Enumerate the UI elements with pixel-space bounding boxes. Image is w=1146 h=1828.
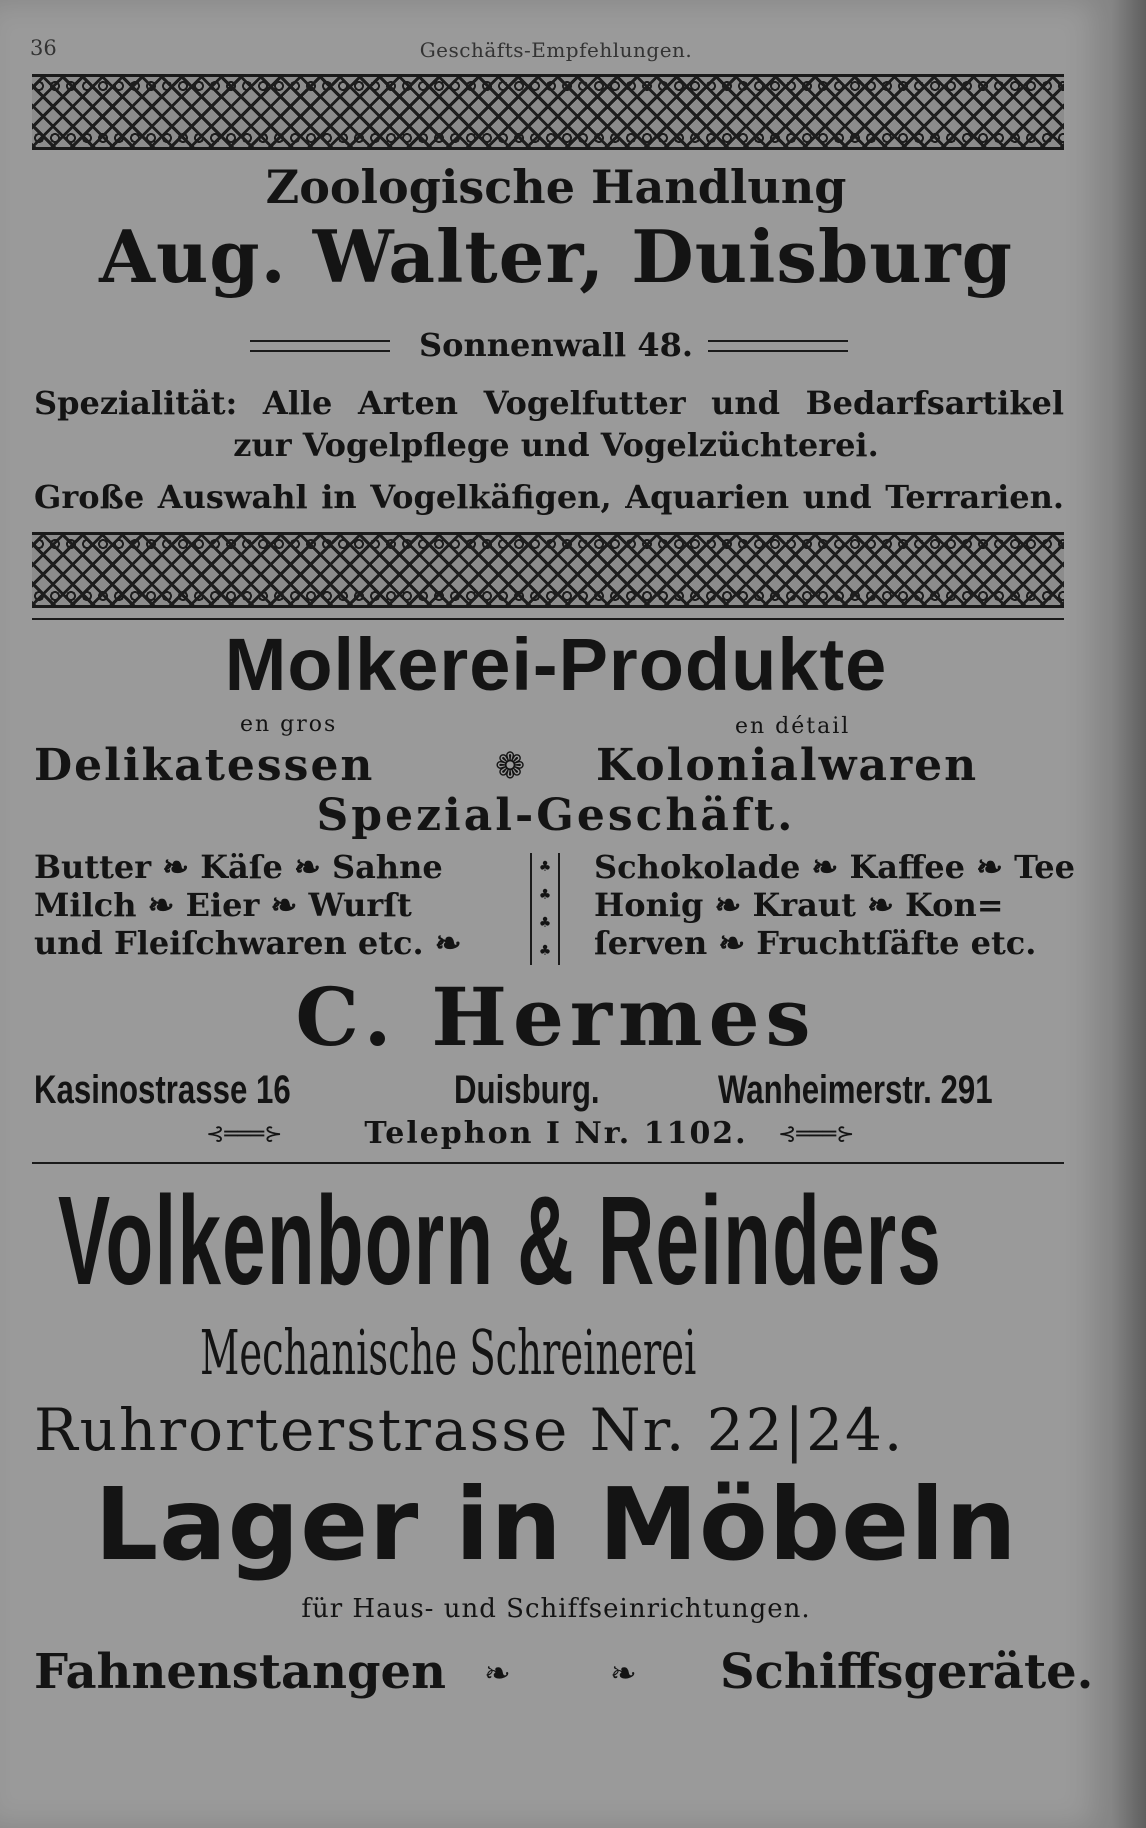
ad2-flower-ornament: ❁ bbox=[495, 746, 526, 787]
ad2-title: Molkerei-Produkte bbox=[224, 623, 888, 706]
ornamental-border-middle bbox=[32, 532, 1064, 608]
page-number: 36 bbox=[30, 36, 57, 60]
ad2-owner-name: C. Hermes bbox=[295, 970, 817, 1064]
ad2-products-right-line: Schokolade ❧ Kaffee ❧ Tee bbox=[594, 848, 1075, 886]
ornamental-border-top bbox=[32, 74, 1064, 150]
ad2-tel-ornament-right: ⊰═══⊱ bbox=[778, 1122, 855, 1147]
ad2-products-right-line: ſerven ❧ Fruchtſäfte etc. bbox=[594, 924, 1037, 962]
ad2-address-left: Kasinostrasse 16 bbox=[34, 1068, 291, 1112]
ad2-column-divider bbox=[530, 853, 560, 965]
ad2-products-left-line: Milch ❧ Eier ❧ Wurſt bbox=[34, 886, 412, 924]
ad1-specialty-line1: Spezialität: Alle Arten Vogelfutter und Bedarfsartikel bbox=[34, 384, 1064, 422]
ad2-products-left bbox=[34, 848, 462, 962]
ad3-address: Ruhrorterstrasse Nr. 22|24. bbox=[34, 1396, 905, 1464]
ad2-kolonialwaren: Kolonialwaren bbox=[596, 740, 979, 791]
ad2-en-gros: en gros bbox=[240, 712, 338, 737]
page-edge bbox=[1112, 0, 1146, 1828]
ad2-products-right bbox=[594, 848, 1075, 962]
ad3-top-rule bbox=[32, 1162, 1064, 1164]
ad3-company-name: Volkenborn & Reinders bbox=[58, 1170, 943, 1311]
ad1-address: Sonnenwall 48. bbox=[418, 326, 693, 364]
ad1-specialty-line2: zur Vogelpflege und Vogelzüchterei. bbox=[233, 426, 879, 464]
ad3-stock: Lager in Möbeln bbox=[94, 1466, 1018, 1583]
ad3-trade: Mechanische Schreinerei bbox=[200, 1316, 697, 1389]
club-ornament: ♣ bbox=[538, 915, 552, 931]
club-ornament: ♣ bbox=[538, 887, 552, 903]
ad3-leaf-ornament: ❧ bbox=[610, 1654, 637, 1692]
running-title: Geschäfts-Empfehlungen. bbox=[419, 38, 693, 62]
ad2-tel-ornament-left: ⊰═══⊱ bbox=[206, 1122, 283, 1147]
ad2-address-city: Duisburg. bbox=[454, 1068, 600, 1112]
ad1-selection: Große Auswahl in Vogelkäfigen, Aquarien und Terrarien. bbox=[34, 478, 1064, 516]
ad2-address-right: Wanheimerstr. 291 bbox=[718, 1068, 993, 1112]
ad2-products-left-line: Butter ❧ Käſe ❧ Sahne bbox=[34, 848, 443, 886]
ad1-rule-right bbox=[708, 340, 848, 352]
club-ornament: ♣ bbox=[538, 859, 552, 875]
ad2-top-rule bbox=[32, 618, 1064, 620]
ad1-heading: Zoologische Handlung bbox=[265, 160, 847, 214]
ad2-telephone: Telephon I Nr. 1102. bbox=[364, 1116, 748, 1151]
ad2-spezial-geschaeft: Spezial-Geschäft. bbox=[316, 790, 796, 841]
ad3-leaf-ornament: ❧ bbox=[484, 1654, 511, 1692]
ad2-en-detail: en détail bbox=[735, 714, 851, 739]
ad3-stock-sub: für Haus- und Schiffseinrichtungen. bbox=[301, 1594, 811, 1624]
ad1-company-name: Aug. Walter, Duisburg bbox=[99, 214, 1013, 299]
ad3-bottom-right: Schiffsgeräte. bbox=[720, 1644, 1094, 1700]
ad2-products-right-line: Honig ❧ Kraut ❧ Kon= bbox=[594, 886, 1004, 924]
ad3-bottom-left: Fahnenstangen bbox=[34, 1644, 446, 1700]
ad2-products-left-line: und Fleiſchwaren etc. ❧ bbox=[34, 924, 462, 962]
ad2-delikatessen: Delikatessen bbox=[34, 740, 375, 791]
club-ornament: ♣ bbox=[538, 943, 552, 959]
